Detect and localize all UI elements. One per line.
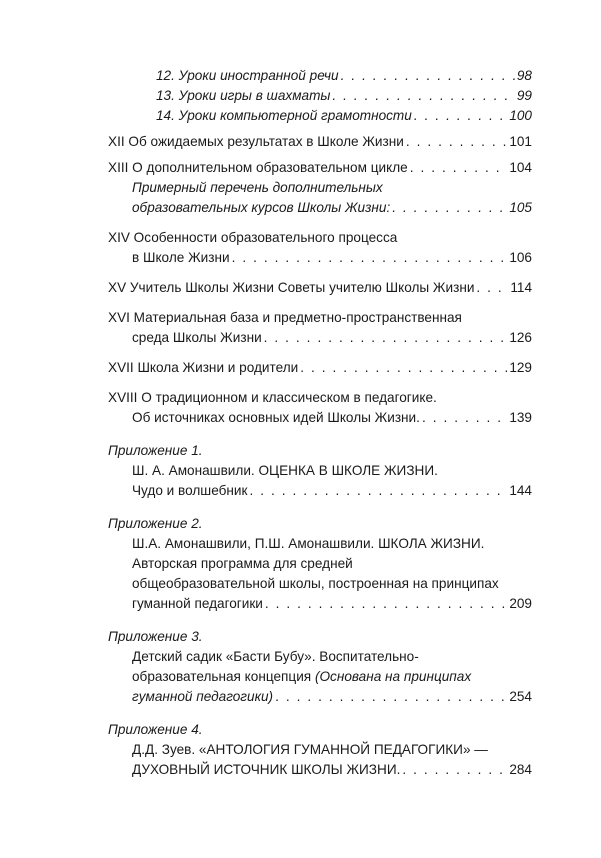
- leader-dots: [275, 687, 507, 707]
- table-of-contents: [108, 66, 532, 780]
- toc-entry-xv[interactable]: XV Учитель Школы Жизни Советы учителю Школы Жизни . . . 114: [108, 278, 532, 298]
- page-number: 105: [509, 200, 532, 215]
- page-number: 99: [516, 88, 532, 103]
- toc-entry-xiv[interactable]: XIV Особенности образовательного процесса в Школе Жизни . . . 106: [108, 228, 532, 268]
- page-number: 104: [509, 160, 532, 175]
- leader-dots: [476, 278, 508, 298]
- leader-dots: [406, 132, 507, 152]
- appendix-label: Приложение 2.: [108, 516, 203, 531]
- leader-dots: [410, 158, 508, 178]
- leader-dots: [332, 86, 514, 106]
- leader-dots: [392, 198, 507, 218]
- appendix-1[interactable]: Приложение 1. Ш. А. Амонашвили. ОЦЕНКА В ШКОЛЕ ЖИЗНИ. Чудо и волшебник . . . 144: [108, 441, 532, 501]
- page-number: 209: [509, 596, 532, 611]
- appendix-label: Приложение 3.: [108, 629, 203, 644]
- leader-dots: [402, 760, 507, 780]
- page-number: 284: [509, 762, 532, 777]
- leader-dots: [341, 66, 515, 86]
- page-number: 106: [509, 250, 532, 265]
- appendix-2[interactable]: Приложение 2. Ш.А. Амонашвили, П.Ш. Амонашвили. ШКОЛА ЖИЗНИ. Авторская программа для средней общеобразовательной школы, построенная на принципах гуманной педагогики . . . 209: [108, 514, 532, 614]
- toc-entry-13[interactable]: 13. Уроки игры в шахматы . . . 99: [108, 86, 532, 106]
- leader-dots: [249, 481, 507, 501]
- page-number: 98: [516, 68, 532, 83]
- page-number: 129: [509, 360, 532, 375]
- page-number: 114: [510, 280, 532, 295]
- toc-entry-xviii[interactable]: XVIII О традиционном и классическом в педагогике. Об источниках основных идей Школы Жизни. . . . 139: [108, 388, 532, 428]
- leader-dots: [264, 328, 508, 348]
- leader-dots: [265, 594, 507, 614]
- page-number: 100: [509, 108, 532, 123]
- toc-entry-xvi[interactable]: XVI Материальная база и предметно-пространственная среда Школы Жизни . . . 126: [108, 308, 532, 348]
- toc-entry-xvii[interactable]: XVII Школа Жизни и родители . . . 129: [108, 358, 532, 378]
- page-number: 139: [509, 410, 532, 425]
- toc-entry-xiii[interactable]: XIII О дополнительном образовательном цикле . . . 104: [108, 158, 532, 178]
- leader-dots: [422, 408, 507, 428]
- toc-entry-xiii-sub[interactable]: Примерный перечень дополнительных образовательных курсов Школы Жизни: . . . 105: [108, 178, 532, 218]
- leader-dots: [232, 248, 508, 268]
- page-number: 101: [509, 134, 532, 149]
- toc-entry-12[interactable]: 12. Уроки иностранной речи . . . 98: [108, 66, 532, 86]
- leader-dots: [300, 358, 507, 378]
- page-number: 144: [509, 483, 532, 498]
- appendix-3[interactable]: Приложение 3. Детский садик «Басти Бубу». Воспитательно- образовательная концепция (Основана на принципах гуманной педагогики) . . . 254: [108, 627, 532, 707]
- leader-dots: [414, 106, 508, 126]
- toc-entry-14[interactable]: 14. Уроки компьютерной грамотности . . . 100: [108, 106, 532, 126]
- appendix-label: Приложение 1.: [108, 443, 203, 458]
- toc-entry-xii[interactable]: XII Об ожидаемых результатах в Школе Жизни . . . 101: [108, 132, 532, 152]
- page-number: 254: [509, 689, 532, 704]
- appendix-label: Приложение 4.: [108, 722, 203, 737]
- page-number: 126: [509, 330, 532, 345]
- appendix-4[interactable]: Приложение 4. Д.Д. Зуев. «АНТОЛОГИЯ ГУМАННОЙ ПЕДАГОГИКИ» — ДУХОВНЫЙ ИСТОЧНИК ШКОЛЫ ЖИЗНИ. . . . 284: [108, 720, 532, 780]
